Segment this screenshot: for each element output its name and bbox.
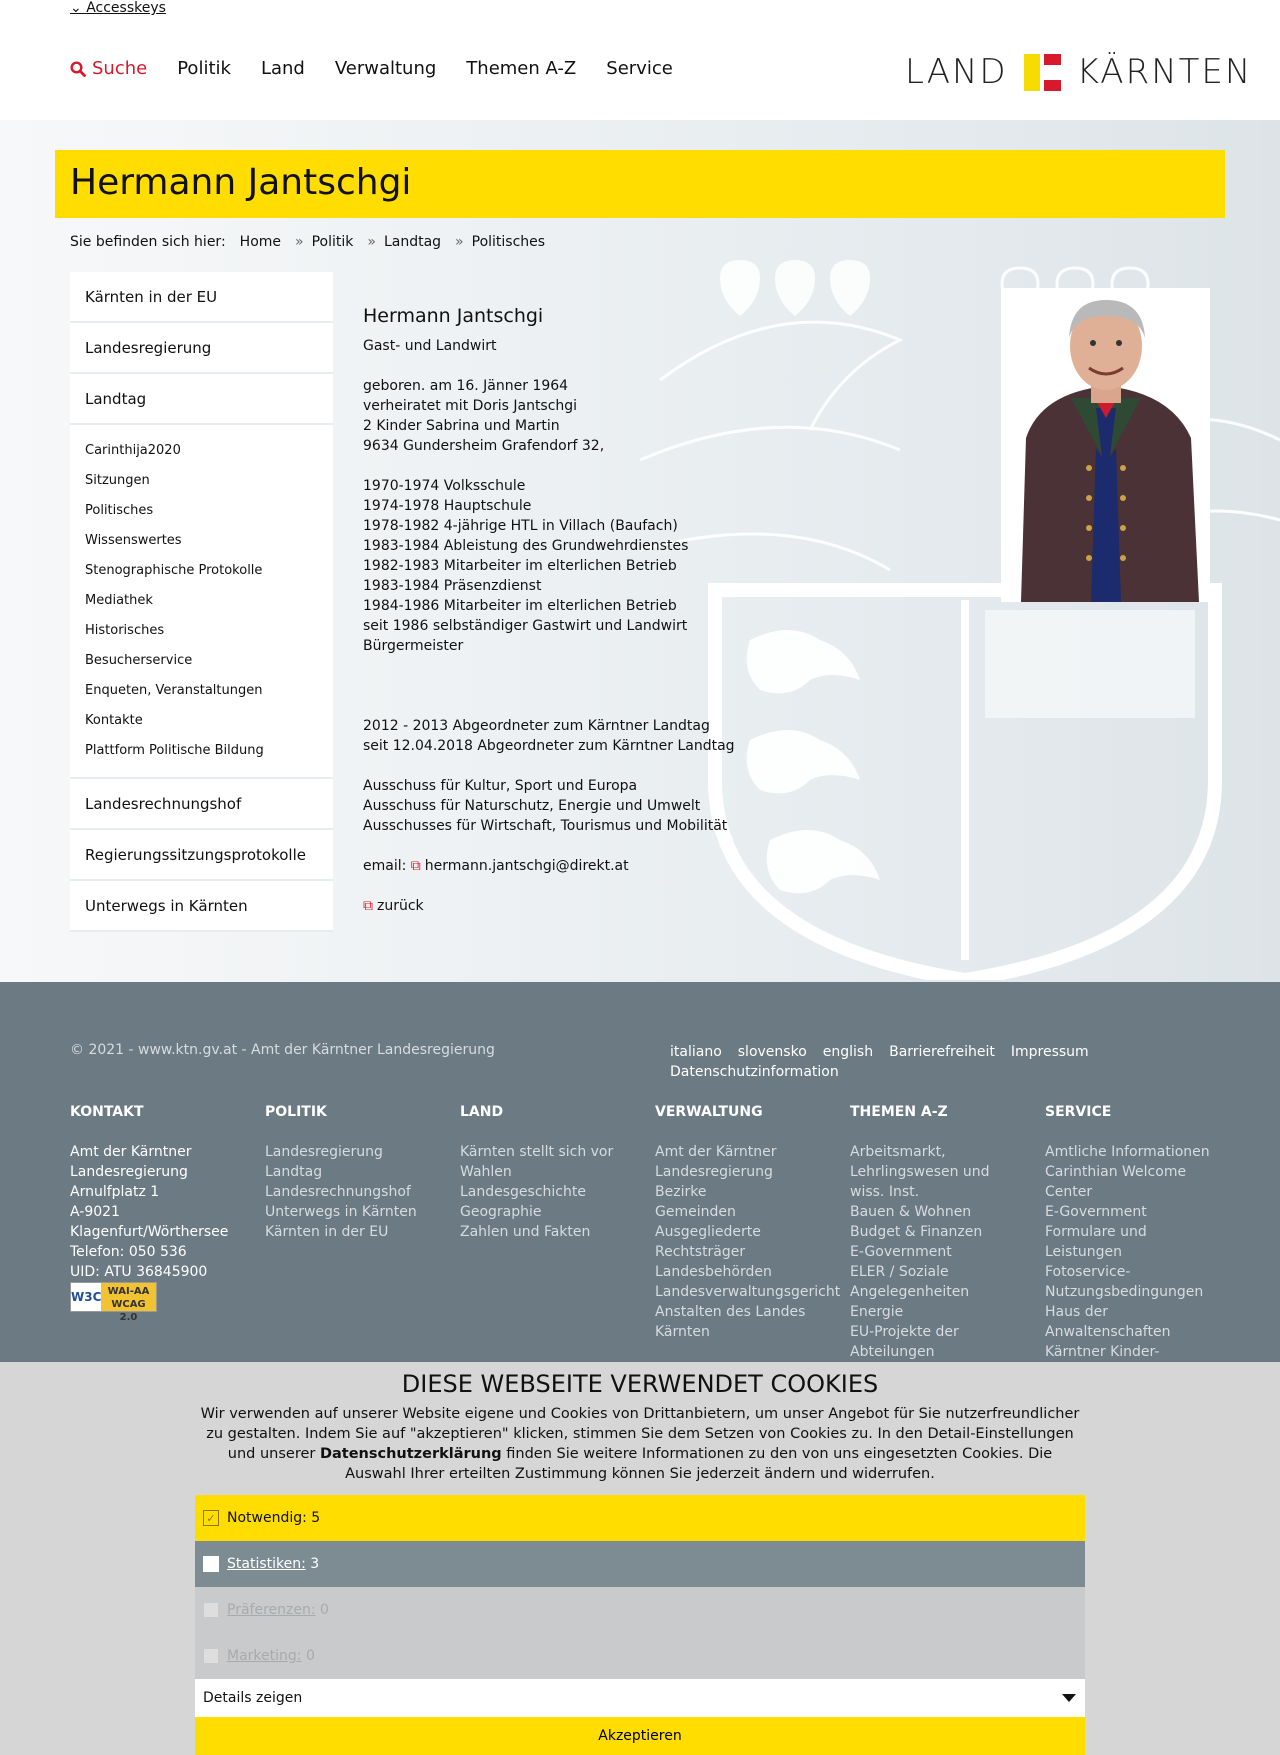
email-link[interactable]: ⧉ hermann.jantschgi@direkt.at	[410, 858, 629, 874]
sidebar-subitem-enqueten[interactable]: Enqueten, Veranstaltungen	[85, 682, 263, 698]
profile-career-line: seit 1986 selbständiger Gastwirt und Landwirt	[363, 618, 688, 634]
chevron-right-icon: »	[295, 234, 304, 250]
footer-col-service: SERVICE Amtliche Informationen Carinthian Welcome Center E-Government Formulare und Leistungen Fotoservice- Nutzungsbedingungen Haus der Anwaltenschaften Kärntner Kinder-	[1045, 1102, 1265, 1362]
footer-link[interactable]: Wahlen	[460, 1164, 512, 1180]
footer-col-land: LAND Kärnten stellt sich vor Wahlen Landesgeschichte Geographie Zahlen und Fakten	[460, 1102, 650, 1242]
footer-link[interactable]: ELER / Soziale	[850, 1264, 949, 1280]
cookie-category-praeferenzen: Präferenzen: 0	[195, 1587, 1085, 1633]
profile-committee-line: Ausschuss für Naturschutz, Energie und Umwelt	[363, 798, 701, 814]
profile-political-line: 2012 - 2013 Abgeordneter zum Kärntner Landtag	[363, 718, 710, 734]
w3c-logo-icon: W3C	[71, 1290, 102, 1304]
footer-col-verwaltung: VERWALTUNG Amt der Kärntner Landesregierung Bezirke Gemeinden Ausgegliederte Rechtsträger Landesbehörden Landesverwaltungsgericht Anstalten des Landes Kärnten	[655, 1102, 845, 1342]
footer-link[interactable]: Landtag	[265, 1164, 323, 1180]
sidebar-subitem-plattform[interactable]: Plattform Politische Bildung	[85, 742, 264, 758]
breadcrumb-home[interactable]: Home	[239, 234, 282, 250]
cookie-title: DIESE WEBSEITE VERWENDET COOKIES	[401, 1370, 879, 1398]
footer-link[interactable]: Kärntner Kinder-	[1045, 1344, 1160, 1360]
external-link-icon: ⧉	[363, 898, 373, 914]
footer-link[interactable]: Nutzungsbedingungen	[1045, 1284, 1204, 1300]
breadcrumb-landtag[interactable]: Landtag	[383, 234, 442, 250]
footer-link[interactable]: Rechtsträger	[655, 1244, 746, 1260]
accesskeys-link[interactable]: ⌄ Accesskeys	[70, 0, 166, 16]
footer-link[interactable]: Kärnten in der EU	[265, 1224, 389, 1240]
cookie-label-praeferenzen[interactable]: Präferenzen:	[227, 1602, 316, 1618]
cookie-checkbox-statistiken[interactable]	[203, 1556, 219, 1572]
footer-link[interactable]: Landesgeschichte	[460, 1184, 586, 1200]
nav-politik[interactable]: Politik	[177, 58, 231, 79]
logo-mark-icon	[1024, 54, 1061, 91]
footer-link-english[interactable]: english	[822, 1044, 874, 1060]
profile-career-line: 1978-1982 4-jährige HTL in Villach (Baufach)	[363, 518, 678, 534]
footer-link[interactable]: Angelegenheiten	[850, 1284, 970, 1300]
profile-personal-line: 9634 Gundersheim Grafendorf 32,	[363, 438, 605, 454]
nav-themen[interactable]: Themen A-Z	[466, 58, 577, 79]
footer-col-politik: POLITIK Landesregierung Landtag Landesrechnungshof Unterwegs in Kärnten Kärnten in der EU	[265, 1102, 455, 1242]
footer-link-datenschutz[interactable]: Datenschutzinformation	[670, 1064, 839, 1080]
logo[interactable]: LAND KÄRNTEN	[905, 52, 1253, 92]
cookie-checkbox-marketing[interactable]	[203, 1648, 219, 1664]
sidebar-subitem-wissenswertes[interactable]: Wissenswertes	[85, 532, 182, 548]
nav-search[interactable]: Suche	[70, 58, 147, 79]
breadcrumb-politik[interactable]: Politik	[311, 234, 354, 250]
sidebar-subitem-politisches[interactable]: Politisches	[85, 502, 154, 518]
sidebar-subitem-kontakte[interactable]: Kontakte	[85, 712, 143, 728]
sidebar-subitem-sitzungen[interactable]: Sitzungen	[85, 472, 150, 488]
profile-career-line: 1983-1984 Präsenzdienst	[363, 578, 542, 594]
profile-name: Hermann Jantschgi	[363, 305, 544, 327]
profile-career-line: 1983-1984 Ableistung des Grundwehrdienstes	[363, 538, 689, 554]
details-select[interactable]: Details zeigen	[195, 1679, 1085, 1717]
profile-committee-line: Ausschuss für Kultur, Sport und Europa	[363, 778, 638, 794]
accept-button[interactable]: Akzeptieren	[195, 1717, 1085, 1755]
caret-down-icon	[1061, 1693, 1077, 1703]
profile-career-line: 1974-1978 Hauptschule	[363, 498, 532, 514]
chevron-right-icon: »	[367, 234, 376, 250]
sidebar-item-unterwegs[interactable]: Unterwegs in Kärnten	[70, 881, 333, 932]
footer-link-slovensko[interactable]: slovensko	[737, 1044, 807, 1060]
cookie-checkbox-notwendig[interactable]: ✓	[203, 1510, 219, 1526]
profile-personal-line: 2 Kinder Sabrina und Martin	[363, 418, 560, 434]
sidebar-subitem-protokolle[interactable]: Stenographische Protokolle	[85, 562, 263, 578]
cookie-category-notwendig: ✓ Notwendig: 5	[195, 1495, 1085, 1541]
footer-link[interactable]: Arbeitsmarkt,	[850, 1144, 946, 1160]
cookie-category-marketing: Marketing: 0	[195, 1633, 1085, 1679]
footer-links	[670, 1042, 1110, 1082]
cookie-text: Wir verwenden auf unserer Website eigene und Cookies von Drittanbietern, um unser Angebot für Sie nutzerfreundlicher zu gestalten. Indem Sie auf "akzeptieren" klicken, stimmen Sie dem Setzen von Cookies zu. In den Detail-Einstellungen und unserer Datenschutzerklärung finden Sie weitere Informationen zu den von uns eingesetzten Cookies. Die Auswahl Ihrer erteilten Zustimmung können Sie jederzeit ändern und widerrufen.	[200, 1406, 1080, 1482]
footer-link-italiano[interactable]: italiano	[670, 1044, 722, 1060]
profile-profession: Gast- und Landwirt	[363, 338, 497, 354]
footer-link[interactable]: Carinthian Welcome	[1045, 1164, 1187, 1180]
cookie-checkbox-praeferenzen[interactable]	[203, 1602, 219, 1618]
footer-link[interactable]: Amt der Kärntner	[655, 1144, 777, 1160]
profile-photo	[1001, 288, 1210, 602]
footer-link[interactable]: Energie	[850, 1304, 904, 1320]
sidebar-subitem-besucherservice[interactable]: Besucherservice	[85, 652, 193, 668]
sidebar	[70, 272, 333, 932]
footer-link[interactable]: Gemeinden	[655, 1204, 736, 1220]
footer-link[interactable]: Anstalten des Landes	[655, 1304, 806, 1320]
cookie-label-statistiken[interactable]: Statistiken:	[227, 1556, 306, 1572]
sidebar-item-regierungssitzungsprotokolle[interactable]: Regierungssitzungsprotokolle	[70, 830, 333, 881]
footer-col-themen: THEMEN A-Z Arbeitsmarkt, Lehrlingswesen und wiss. Inst. Bauen & Wohnen Budget & Finanzen E-Government ELER / Soziale Angelegenheiten Energie EU-Projekte der Abteilungen	[850, 1102, 1040, 1362]
footer-link[interactable]: Leistungen	[1045, 1244, 1122, 1260]
footer-col-kontakt: KONTAKT Amt der Kärntner Landesregierung Arnulfplatz 1 A-9021 Klagenfurt/Wörthersee Telefon: 050 536 UID: ATU 36845900	[70, 1104, 229, 1280]
footer-link[interactable]: Bauen & Wohnen	[850, 1204, 972, 1220]
sidebar-item-landesregierung[interactable]: Landesregierung	[70, 323, 333, 374]
sidebar-subitem-mediathek[interactable]: Mediathek	[85, 592, 153, 608]
wcag-badge[interactable]: W3C WAI-AA WCAG 2.0	[70, 1282, 157, 1312]
profile-political-line: seit 12.04.2018 Abgeordneter zum Kärntner Landtag	[363, 738, 735, 754]
breadcrumb	[70, 234, 545, 250]
footer-link[interactable]: EU-Projekte der	[850, 1324, 959, 1340]
profile-career-line: 1984-1986 Mitarbeiter im elterlichen Betrieb	[363, 598, 677, 614]
portrait-image	[1001, 288, 1210, 602]
privacy-link[interactable]: Datenschutzerklärung	[319, 1446, 502, 1462]
footer-link[interactable]: Haus der	[1045, 1304, 1108, 1320]
chevron-down-icon: ⌄	[70, 0, 87, 16]
footer-link[interactable]: Landesbehörden	[655, 1264, 772, 1280]
footer-link[interactable]: Unterwegs in Kärnten	[265, 1204, 417, 1220]
footer-link[interactable]: Amtliche Informationen	[1045, 1144, 1210, 1160]
sidebar-subitem-historisches[interactable]: Historisches	[85, 622, 165, 638]
profile-career-line: 1970-1974 Volksschule	[363, 478, 526, 494]
sidebar-item-eu[interactable]: Kärnten in der EU	[70, 272, 333, 323]
footer-link[interactable]: Lehrlingswesen und	[850, 1164, 990, 1180]
footer-link[interactable]: Formulare und	[1045, 1224, 1147, 1240]
footer-link[interactable]: Kärnten stellt sich vor	[460, 1144, 614, 1160]
nav-land[interactable]: Land	[260, 58, 305, 79]
cookie-category-statistiken: Statistiken: 3	[195, 1541, 1085, 1587]
chevron-right-icon: »	[455, 234, 464, 250]
footer-link[interactable]: Bezirke	[655, 1184, 707, 1200]
breadcrumb-politisches[interactable]: Politisches	[471, 234, 546, 250]
footer-link-barrierefreiheit[interactable]: Barrierefreiheit	[889, 1044, 995, 1060]
footer-link[interactable]: Geographie	[460, 1204, 542, 1220]
breadcrumb-label: Sie befinden sich hier:	[70, 234, 226, 250]
profile-career-line: Bürgermeister	[363, 638, 464, 654]
footer-link[interactable]: Abteilungen	[850, 1344, 935, 1360]
page-title: Hermann Jantschgi	[70, 162, 412, 203]
footer-copyright: © 2021 - www.ktn.gv.at - Amt der Kärntner Landesregierung	[70, 1042, 495, 1058]
footer-link[interactable]: Zahlen und Fakten	[460, 1224, 591, 1240]
nav-verwaltung[interactable]: Verwaltung	[334, 58, 437, 79]
footer-link[interactable]: Landesregierung	[265, 1144, 383, 1160]
footer-link-impressum[interactable]: Impressum	[1010, 1044, 1089, 1060]
footer-link[interactable]: Landesverwaltungsgericht	[655, 1284, 841, 1300]
footer-link[interactable]: Kärnten	[655, 1324, 710, 1340]
footer-link[interactable]: Landesrechnungshof	[265, 1184, 411, 1200]
footer-link[interactable]: Landesregierung	[655, 1164, 773, 1180]
profile-personal-line: geboren. am 16. Jänner 1964	[363, 378, 569, 394]
footer-link[interactable]: Budget & Finanzen	[850, 1224, 983, 1240]
footer-link[interactable]: Fotoservice-	[1045, 1264, 1131, 1280]
sidebar-item-landesrechnungshof[interactable]: Landesrechnungshof	[70, 779, 333, 830]
cookie-label-marketing[interactable]: Marketing:	[227, 1648, 302, 1664]
profile-committee-line: Ausschusses für Wirtschaft, Tourismus und Mobilität	[363, 818, 728, 834]
profile-content	[363, 304, 963, 916]
main-nav	[70, 58, 673, 79]
footer-link[interactable]: Center	[1045, 1184, 1093, 1200]
sidebar-submenu	[70, 425, 333, 779]
sidebar-subitem-carinthija[interactable]: Carinthija2020	[85, 442, 181, 458]
search-icon	[70, 61, 86, 77]
external-link-icon: ⧉	[410, 858, 421, 874]
profile-personal-line: verheiratet mit Doris Jantschgi	[363, 398, 578, 414]
footer-link[interactable]: wiss. Inst.	[850, 1184, 920, 1200]
footer-link[interactable]: Ausgegliederte	[655, 1224, 761, 1240]
footer-link[interactable]: Anwaltenschaften	[1045, 1324, 1171, 1340]
profile-career-line: 1982-1983 Mitarbeiter im elterlichen Betrieb	[363, 558, 677, 574]
profile-email-row: email: ⧉ hermann.jantschgi@direkt.at	[363, 858, 629, 874]
footer-link[interactable]: E-Government	[850, 1244, 952, 1260]
back-link[interactable]: ⧉ zurück	[363, 898, 424, 914]
footer-link[interactable]: E-Government	[1045, 1204, 1147, 1220]
nav-service[interactable]: Service	[606, 58, 673, 79]
sidebar-item-landtag[interactable]: Landtag	[70, 374, 333, 425]
